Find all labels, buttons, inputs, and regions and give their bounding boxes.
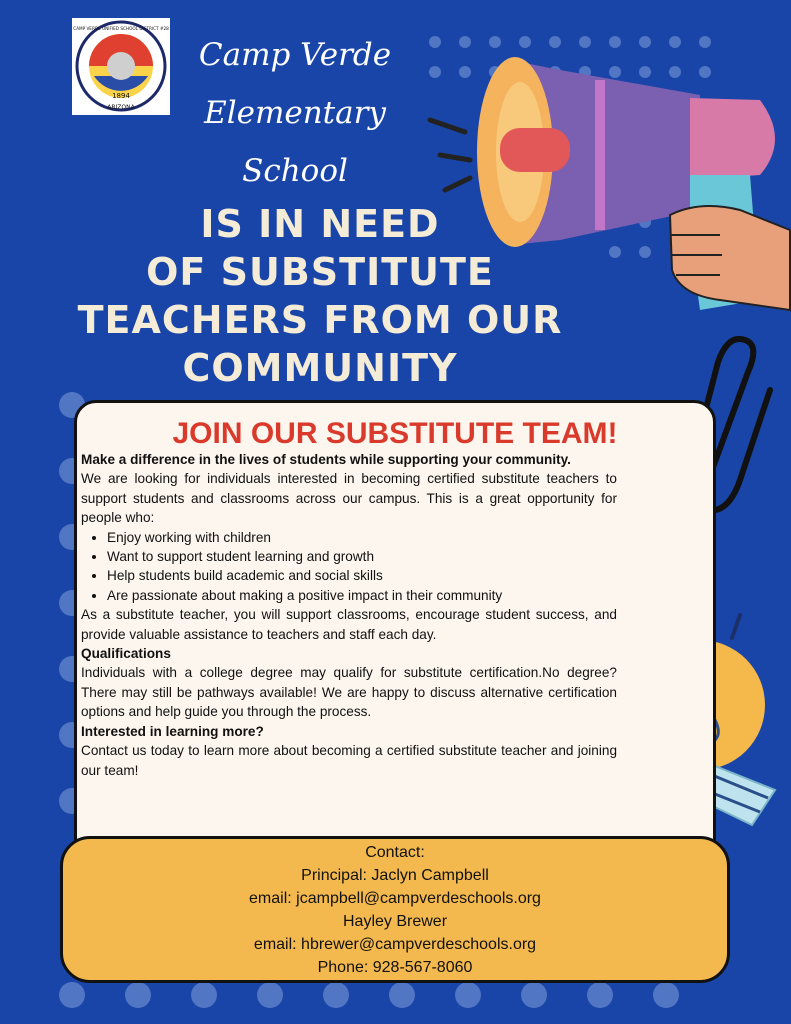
contact-name-2: Hayley Brewer — [342, 913, 448, 930]
contact-email-2[interactable]: email: hbrewer@campverdeschools.org — [253, 936, 537, 953]
seal-ring-text: CAMP VERDE UNIFIED SCHOOL DISTRICT #28 — [73, 26, 169, 31]
school-name-line2: Elementary — [204, 95, 386, 131]
contact-box — [60, 836, 730, 983]
intro-bold: Make a difference in the lives of students while supporting your community. — [81, 452, 571, 467]
qualifications-heading: Qualifications — [81, 646, 171, 662]
interest-heading: Interested in learning more? — [81, 723, 264, 739]
headline — [60, 200, 580, 392]
role-text: As a substitute teacher, you will support classrooms, encourage student success, and provide valuable assistance to teachers and staff each day. — [81, 607, 617, 642]
headline-line4: COMMUNITY — [182, 346, 458, 390]
info-card — [74, 400, 716, 860]
contact-heading: Contact: — [365, 844, 425, 861]
headline-line3: TEACHERS FROM OUR — [77, 298, 563, 342]
card-body — [81, 450, 617, 780]
card-title: JOIN OUR SUBSTITUTE TEAM! — [172, 417, 618, 450]
list-item: • Are passionate about making a positive impact in their community — [107, 586, 617, 605]
qualifications-text: Individuals with a college degree may qualify for substitute certification.No degree? There may still be pathways available! We are happy to discuss alternative certification options and help guide you through the process. — [81, 665, 617, 720]
list-item: • Help students build academic and social skills — [107, 566, 617, 585]
interest-text: Contact us today to learn more about becoming a certified substitute teacher and joining our team! — [81, 743, 617, 778]
headline-line1: IS IN NEED — [200, 202, 440, 246]
headline-line2: OF SUBSTITUTE — [146, 250, 494, 294]
seal-state: ARIZONA — [107, 104, 135, 111]
contact-email-1[interactable]: email: jcampbell@campverdeschools.org — [249, 890, 541, 907]
contact-phone[interactable]: Phone: 928-567-8060 — [317, 959, 473, 976]
list-item: • Enjoy working with children — [107, 528, 617, 547]
intro-text: We are looking for individuals interested in becoming certified substitute teachers to support students and classrooms across our campus. This is a great opportunity for people who: — [81, 471, 617, 526]
school-name-line1: Camp Verde — [198, 37, 392, 73]
seal-year: 1894 — [112, 92, 130, 100]
school-seal-logo — [72, 18, 170, 115]
list-item: • Want to support student learning and growth — [107, 547, 617, 566]
school-name-line3: School — [242, 153, 348, 189]
contact-principal: Principal: Jaclyn Campbell — [301, 867, 489, 884]
school-name — [170, 26, 420, 200]
bullet-list — [81, 528, 617, 606]
